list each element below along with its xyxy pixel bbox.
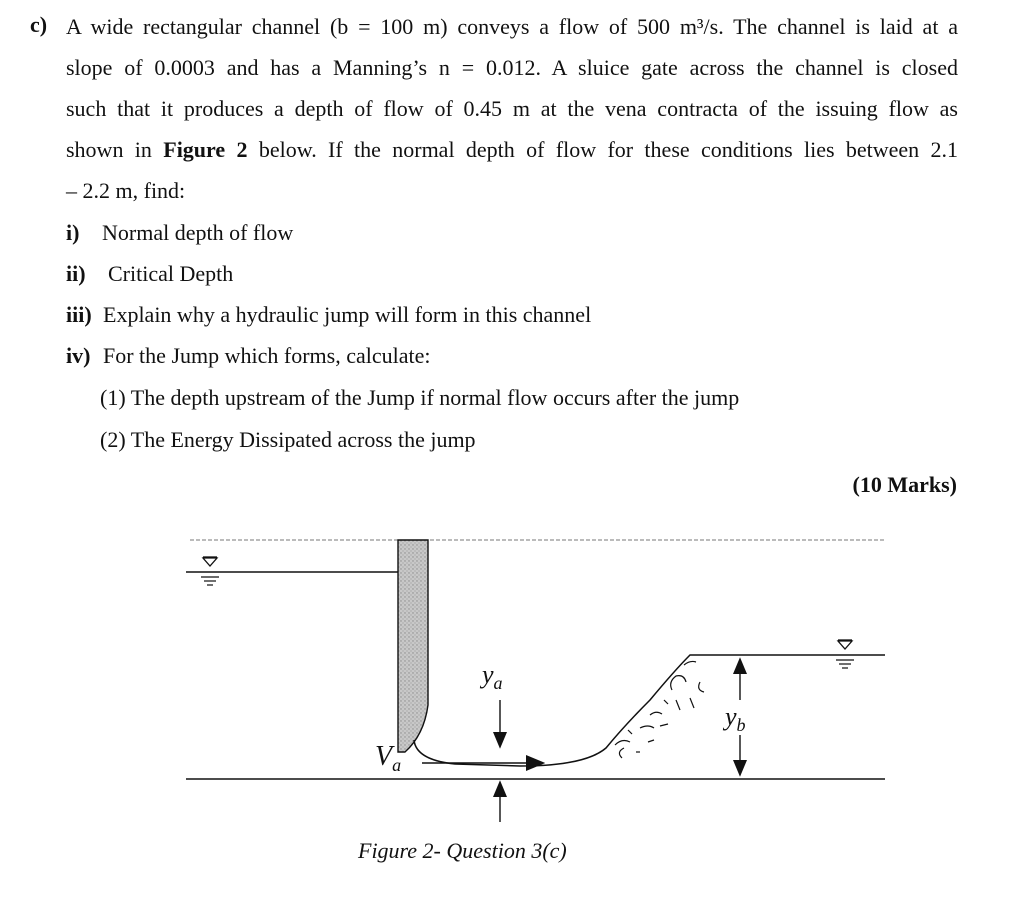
question-line-4-end: below. If the normal depth of flow for these conditions lies between 2.1 xyxy=(247,137,959,162)
question-label: c) xyxy=(30,12,48,37)
item-iii xyxy=(66,302,591,328)
figure-diagram xyxy=(0,520,1024,830)
question-line-2: slope of 0.0003 and has a Manning’s n = 0.012. A sluice gate across the channel is closed xyxy=(66,55,958,80)
item-iv xyxy=(66,343,430,369)
item-iv-text: For the Jump which forms, calculate: xyxy=(103,343,431,368)
question-line-5: – 2.2 m, find: xyxy=(66,178,186,203)
subitem-2-text: The Energy Dissipated across the jump xyxy=(130,427,476,452)
subitem-2 xyxy=(100,427,476,453)
label-va: $V_a$ xyxy=(375,741,402,775)
item-i-text: Normal depth of flow xyxy=(102,220,294,245)
subitem-1-text: The depth upstream of the Jump if normal flow occurs after the jump xyxy=(130,385,740,410)
item-ii xyxy=(66,261,233,287)
upstream-water-level-icon xyxy=(201,557,219,585)
figure-reference: Figure 2 xyxy=(163,137,248,162)
item-ii-num: ii) xyxy=(66,261,86,286)
item-i-num: i) xyxy=(66,220,80,245)
question-line-1: A wide rectangular channel (b = 100 m) conveys a flow of 500 m³/s. The channel is laid at a xyxy=(66,14,958,39)
question-line-4-start: shown in xyxy=(66,137,164,162)
sluice-gate xyxy=(398,540,428,752)
subitem-1 xyxy=(100,385,739,411)
subitem-1-num: (1) xyxy=(100,385,126,410)
downstream-water-level-icon xyxy=(836,640,854,668)
marks-label: (10 Marks) xyxy=(852,472,957,497)
question-line-3: such that it produces a depth of flow of 0.45 m at the vena contracta of the issuing flow as xyxy=(66,96,958,121)
item-i xyxy=(66,220,293,246)
question-line-4 xyxy=(66,129,958,170)
label-yb: $y_b$ xyxy=(725,702,746,735)
label-ya: $y_a$ xyxy=(482,660,503,693)
item-iii-text: Explain why a hydraulic jump will form in this channel xyxy=(103,302,592,327)
item-iv-num: iv) xyxy=(66,343,91,368)
item-ii-text: Critical Depth xyxy=(108,261,234,286)
jump-roller-marks xyxy=(615,661,704,758)
item-iii-num: iii) xyxy=(66,302,92,327)
figure-caption: Figure 2- Question 3(c) xyxy=(358,838,567,863)
question-text xyxy=(66,6,958,211)
subitem-2-num: (2) xyxy=(100,427,126,452)
